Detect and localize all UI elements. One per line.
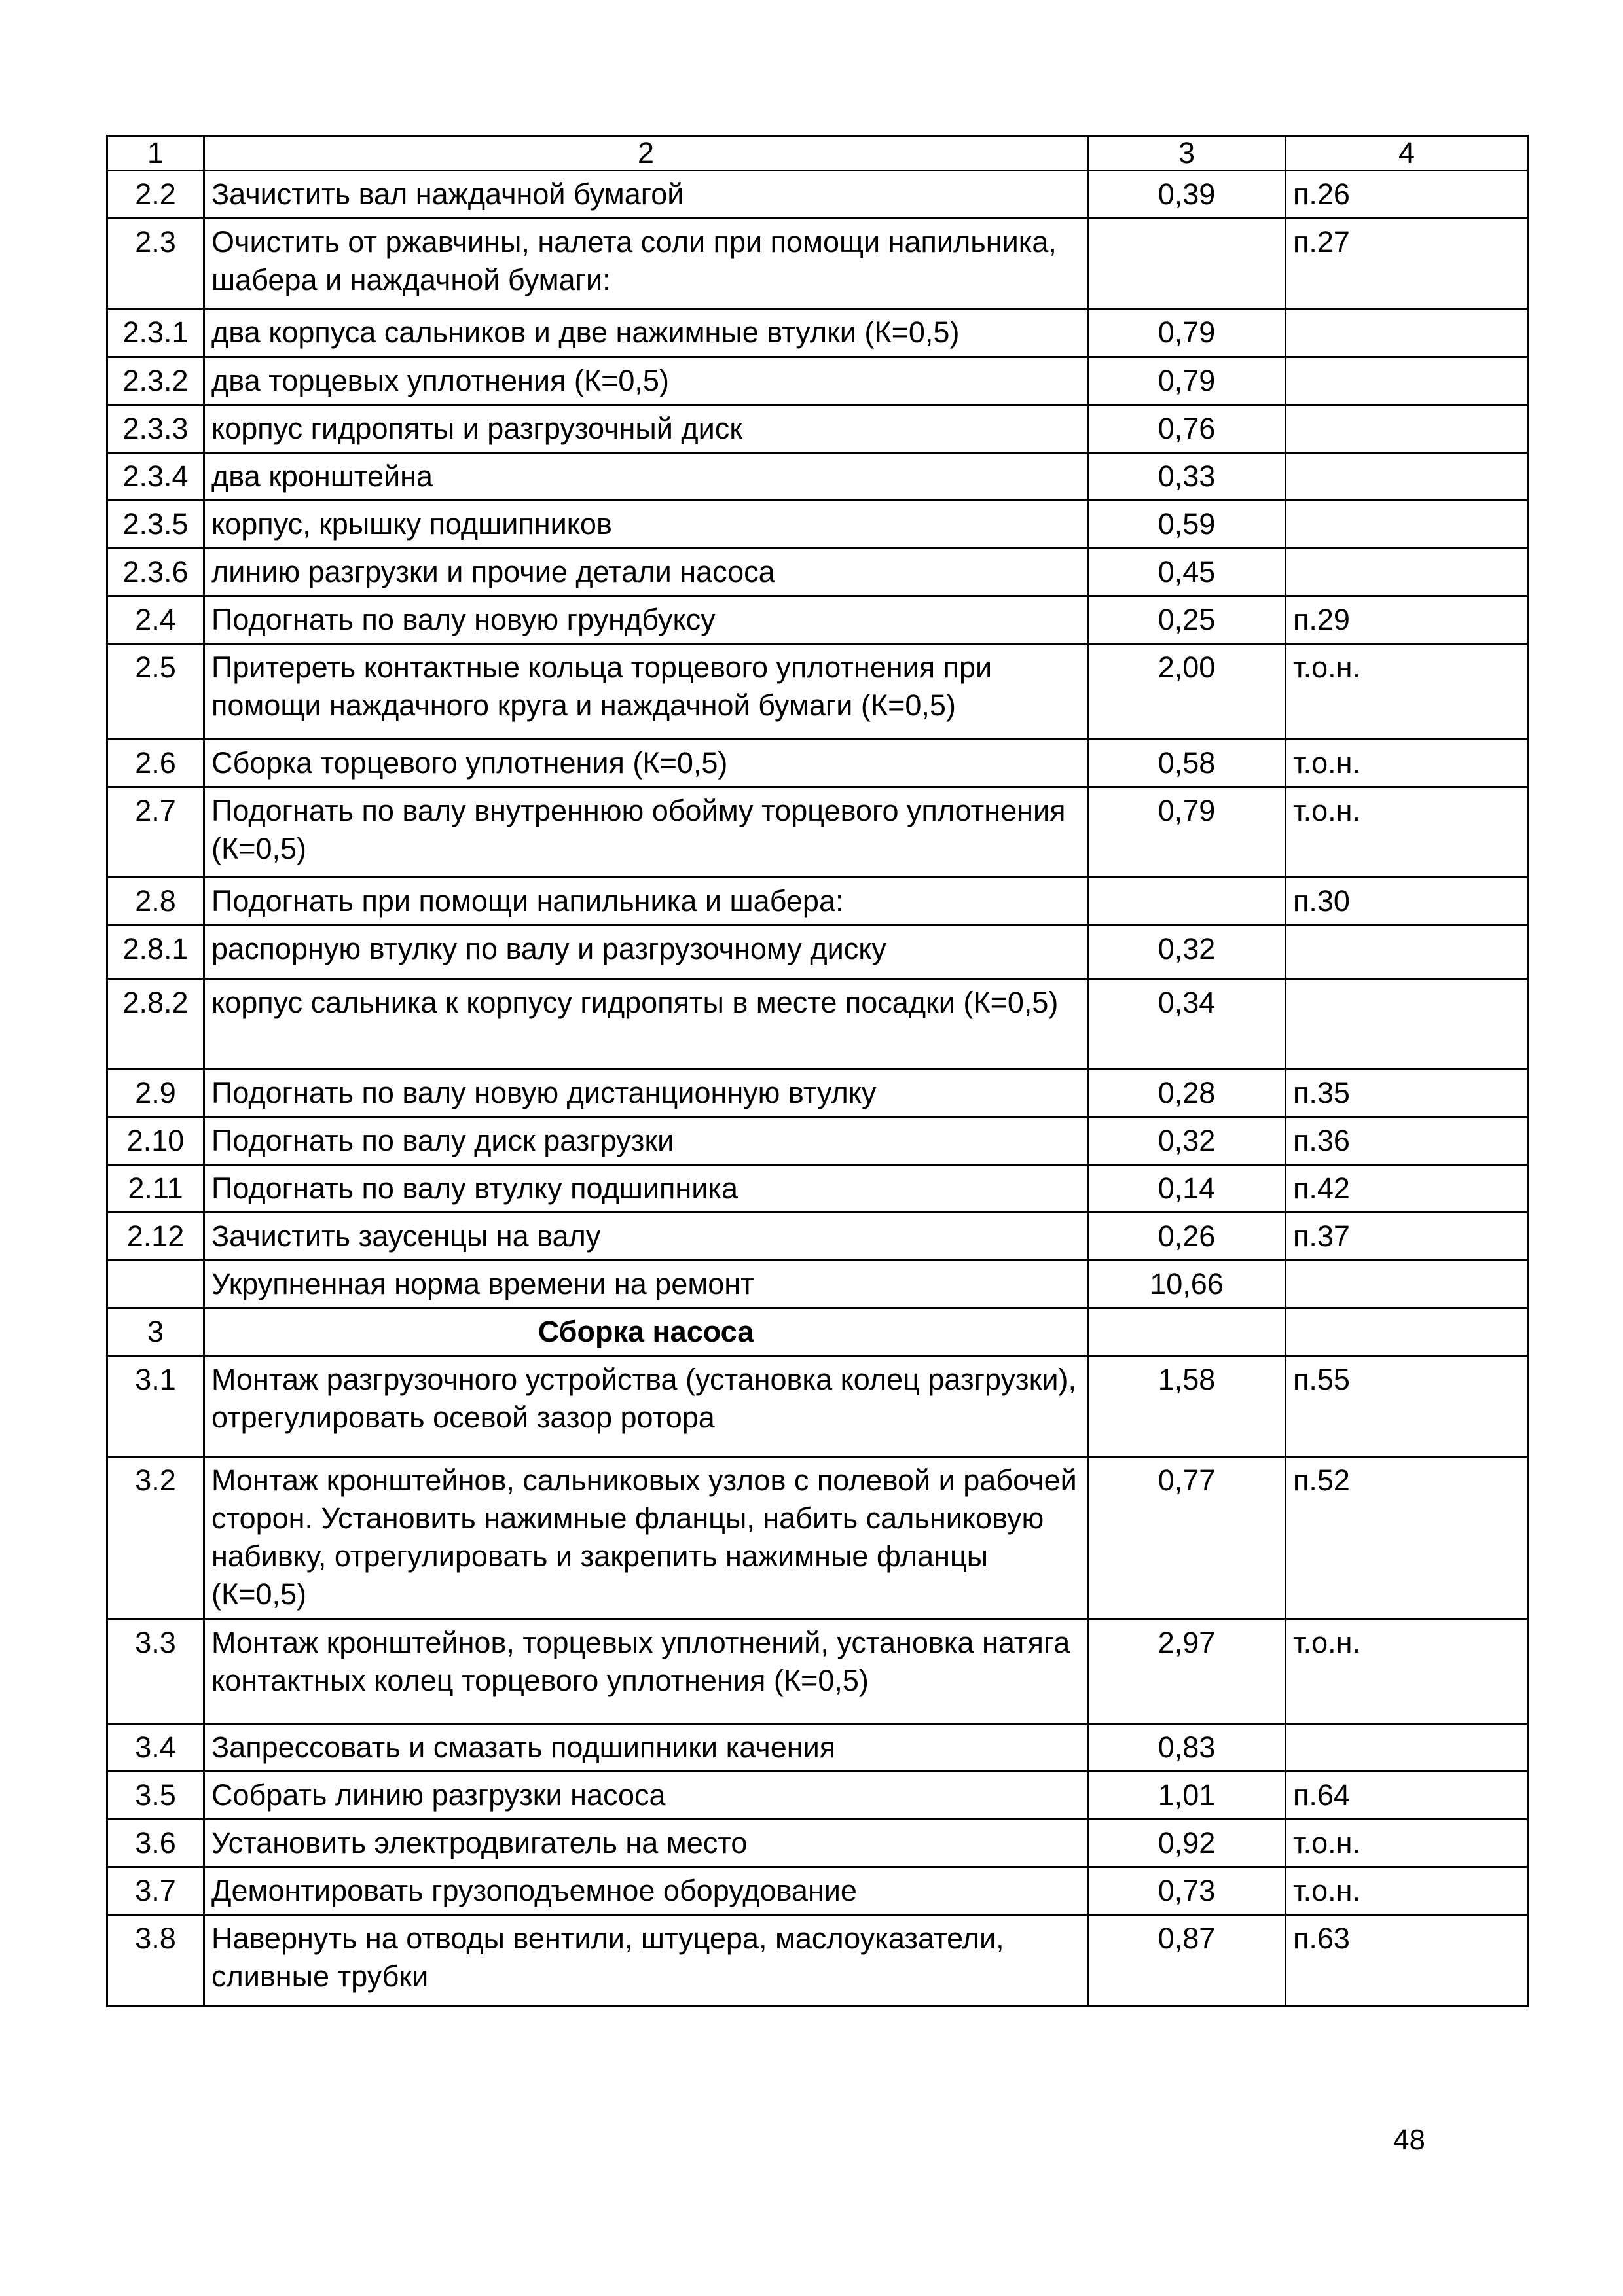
item-number-cell: 2.11 xyxy=(107,1165,204,1213)
item-number-cell: 2.8.2 xyxy=(107,979,204,1069)
operation-description-cell: Подогнать при помощи напильника и шабера: xyxy=(204,878,1088,925)
operation-description-cell: Установить электродвигатель на место xyxy=(204,1820,1088,1867)
operation-description-cell: Монтаж кронштейнов, сальниковых узлов с полевой и рабочей сторон. Установить нажимные фланцы, набить сальниковую набивку, отрегулировать и закрепить нажимные фланцы (К=0,5) xyxy=(204,1457,1088,1619)
time-norm-cell xyxy=(1088,219,1286,309)
page-number: 48 xyxy=(1393,2124,1425,2156)
reference-cell: п.30 xyxy=(1286,878,1528,925)
item-number-cell: 3.4 xyxy=(107,1724,204,1772)
operation-description-cell: Навернуть на отводы вентили, штуцера, маслоуказатели, сливные трубки xyxy=(204,1915,1088,2007)
time-norm-cell: 0,45 xyxy=(1088,548,1286,596)
time-norm-cell: 0,83 xyxy=(1088,1724,1286,1772)
reference-cell xyxy=(1286,1308,1528,1356)
time-norm-cell: 0,79 xyxy=(1088,787,1286,878)
time-norm-cell: 0,79 xyxy=(1088,309,1286,357)
table-row xyxy=(107,1165,1528,1213)
item-number-cell: 3.1 xyxy=(107,1356,204,1457)
time-norm-cell: 2,00 xyxy=(1088,644,1286,740)
reference-cell xyxy=(1286,357,1528,405)
item-number-cell: 2.3.3 xyxy=(107,405,204,453)
item-number-cell: 2.2 xyxy=(107,171,204,219)
reference-cell: т.о.н. xyxy=(1286,644,1528,740)
table-row xyxy=(107,1069,1528,1117)
operation-description-cell: Зачистить заусенцы на валу xyxy=(204,1213,1088,1261)
time-norm-cell: 0,87 xyxy=(1088,1915,1286,2007)
operation-description-cell: распорную втулку по валу и разгрузочному диску xyxy=(204,925,1088,979)
item-number-cell: 3 xyxy=(107,1308,204,1356)
section-title-cell: Сборка насоса xyxy=(204,1308,1088,1356)
operation-description-cell: два торцевых уплотнения (К=0,5) xyxy=(204,357,1088,405)
table-row xyxy=(107,1724,1528,1772)
time-norm-cell: 1,58 xyxy=(1088,1356,1286,1457)
reference-cell xyxy=(1286,1261,1528,1308)
operation-description-cell: Очистить от ржавчины, налета соли при помощи напильника, шабера и наждачной бумаги: xyxy=(204,219,1088,309)
table-row xyxy=(107,501,1528,548)
table-row xyxy=(107,644,1528,740)
table-row xyxy=(107,548,1528,596)
table-row xyxy=(107,1356,1528,1457)
table-row xyxy=(107,405,1528,453)
item-number-cell: 3.3 xyxy=(107,1619,204,1724)
item-number-cell: 3.2 xyxy=(107,1457,204,1619)
operation-description-cell: Подогнать по валу диск разгрузки xyxy=(204,1117,1088,1165)
table-row xyxy=(107,925,1528,979)
reference-cell: п.35 xyxy=(1286,1069,1528,1117)
time-norm-cell: 0,76 xyxy=(1088,405,1286,453)
item-number-cell: 3.5 xyxy=(107,1772,204,1820)
operation-description-cell: корпус сальника к корпусу гидропяты в месте посадки (К=0,5) xyxy=(204,979,1088,1069)
operation-description-cell: Зачистить вал наждачной бумагой xyxy=(204,171,1088,219)
labor-norms-table xyxy=(106,135,1529,2007)
time-norm-cell: 0,79 xyxy=(1088,357,1286,405)
section-row xyxy=(107,1308,1528,1356)
reference-cell: т.о.н. xyxy=(1286,740,1528,787)
header-col-1: 1 xyxy=(107,136,204,171)
table-row xyxy=(107,453,1528,501)
item-number-cell: 2.3.1 xyxy=(107,309,204,357)
table-row xyxy=(107,1619,1528,1724)
reference-cell: т.о.н. xyxy=(1286,1867,1528,1915)
table-row xyxy=(107,171,1528,219)
time-norm-cell: 0,34 xyxy=(1088,979,1286,1069)
time-norm-cell: 0,77 xyxy=(1088,1457,1286,1619)
operation-description-cell: два кронштейна xyxy=(204,453,1088,501)
reference-cell: п.52 xyxy=(1286,1457,1528,1619)
reference-cell: п.37 xyxy=(1286,1213,1528,1261)
table-row xyxy=(107,1915,1528,2007)
time-norm-cell: 0,73 xyxy=(1088,1867,1286,1915)
time-norm-cell: 0,25 xyxy=(1088,596,1286,644)
operation-description-cell: Подогнать по валу новую грундбуксу xyxy=(204,596,1088,644)
item-number-cell: 2.10 xyxy=(107,1117,204,1165)
item-number-cell: 2.7 xyxy=(107,787,204,878)
reference-cell xyxy=(1286,1724,1528,1772)
item-number-cell: 2.3.5 xyxy=(107,501,204,548)
reference-cell xyxy=(1286,405,1528,453)
reference-cell xyxy=(1286,309,1528,357)
time-norm-cell: 0,59 xyxy=(1088,501,1286,548)
item-number-cell: 2.9 xyxy=(107,1069,204,1117)
item-number-cell: 2.6 xyxy=(107,740,204,787)
item-number-cell: 2.3.2 xyxy=(107,357,204,405)
item-number-cell: 2.4 xyxy=(107,596,204,644)
operation-description-cell: Притереть контактные кольца торцевого уплотнения при помощи наждачного круга и наждачной бумаги (К=0,5) xyxy=(204,644,1088,740)
time-norm-cell: 0,26 xyxy=(1088,1213,1286,1261)
operation-description-cell: линию разгрузки и прочие детали насоса xyxy=(204,548,1088,596)
reference-cell: п.26 xyxy=(1286,171,1528,219)
time-norm-cell: 0,32 xyxy=(1088,1117,1286,1165)
time-norm-cell: 0,33 xyxy=(1088,453,1286,501)
operation-description-cell: Подогнать по валу новую дистанционную втулку xyxy=(204,1069,1088,1117)
table-row xyxy=(107,1457,1528,1619)
item-number-cell: 2.3 xyxy=(107,219,204,309)
table-header-row xyxy=(107,136,1528,171)
operation-description-cell: Подогнать по валу втулку подшипника xyxy=(204,1165,1088,1213)
table-row xyxy=(107,979,1528,1069)
time-norm-cell: 10,66 xyxy=(1088,1261,1286,1308)
table-row xyxy=(107,596,1528,644)
reference-cell: п.36 xyxy=(1286,1117,1528,1165)
table-row xyxy=(107,1261,1528,1308)
reference-cell xyxy=(1286,453,1528,501)
reference-cell: т.о.н. xyxy=(1286,1619,1528,1724)
table-row xyxy=(107,357,1528,405)
reference-cell xyxy=(1286,548,1528,596)
time-norm-cell: 0,92 xyxy=(1088,1820,1286,1867)
operation-description-cell: Подогнать по валу внутреннюю обойму торцевого уплотнения (К=0,5) xyxy=(204,787,1088,878)
header-col-2: 2 xyxy=(204,136,1088,171)
item-number-cell: 3.8 xyxy=(107,1915,204,2007)
table-row xyxy=(107,787,1528,878)
operation-description-cell: Монтаж разгрузочного устройства (установка колец разгрузки), отрегулировать осевой зазор ротора xyxy=(204,1356,1088,1457)
reference-cell xyxy=(1286,979,1528,1069)
table-row xyxy=(107,1820,1528,1867)
table-row xyxy=(107,1117,1528,1165)
header-col-3: 3 xyxy=(1088,136,1286,171)
operation-description-cell: Монтаж кронштейнов, торцевых уплотнений, установка натяга контактных колец торцевого уплотнения (К=0,5) xyxy=(204,1619,1088,1724)
item-number-cell: 2.3.4 xyxy=(107,453,204,501)
operation-description-cell: Сборка торцевого уплотнения (К=0,5) xyxy=(204,740,1088,787)
reference-cell: п.63 xyxy=(1286,1915,1528,2007)
operation-description-cell: два корпуса сальников и две нажимные втулки (К=0,5) xyxy=(204,309,1088,357)
reference-cell xyxy=(1286,501,1528,548)
reference-cell: т.о.н. xyxy=(1286,1820,1528,1867)
time-norm-cell: 0,58 xyxy=(1088,740,1286,787)
table-row xyxy=(107,878,1528,925)
reference-cell: п.42 xyxy=(1286,1165,1528,1213)
table-row xyxy=(107,309,1528,357)
reference-cell: п.64 xyxy=(1286,1772,1528,1820)
item-number-cell: 3.7 xyxy=(107,1867,204,1915)
operation-description-cell: корпус гидропяты и разгрузочный диск xyxy=(204,405,1088,453)
operation-description-cell: Демонтировать грузоподъемное оборудование xyxy=(204,1867,1088,1915)
reference-cell: п.55 xyxy=(1286,1356,1528,1457)
operation-description-cell: Собрать линию разгрузки насоса xyxy=(204,1772,1088,1820)
reference-cell: п.29 xyxy=(1286,596,1528,644)
operation-description-cell: корпус, крышку подшипников xyxy=(204,501,1088,548)
time-norm-cell: 2,97 xyxy=(1088,1619,1286,1724)
header-col-4: 4 xyxy=(1286,136,1528,171)
item-number-cell xyxy=(107,1261,204,1308)
table-row xyxy=(107,1772,1528,1820)
reference-cell: п.27 xyxy=(1286,219,1528,309)
reference-cell xyxy=(1286,925,1528,979)
operation-description-cell: Укрупненная норма времени на ремонт xyxy=(204,1261,1088,1308)
time-norm-cell: 0,14 xyxy=(1088,1165,1286,1213)
item-number-cell: 2.12 xyxy=(107,1213,204,1261)
item-number-cell: 2.5 xyxy=(107,644,204,740)
item-number-cell: 3.6 xyxy=(107,1820,204,1867)
operation-description-cell: Запрессовать и смазать подшипники качения xyxy=(204,1724,1088,1772)
time-norm-cell xyxy=(1088,1308,1286,1356)
item-number-cell: 2.8.1 xyxy=(107,925,204,979)
table-row xyxy=(107,1213,1528,1261)
table-row xyxy=(107,740,1528,787)
table-row xyxy=(107,219,1528,309)
time-norm-cell: 0,39 xyxy=(1088,171,1286,219)
item-number-cell: 2.8 xyxy=(107,878,204,925)
reference-cell: т.о.н. xyxy=(1286,787,1528,878)
time-norm-cell: 1,01 xyxy=(1088,1772,1286,1820)
item-number-cell: 2.3.6 xyxy=(107,548,204,596)
time-norm-cell: 0,28 xyxy=(1088,1069,1286,1117)
time-norm-cell xyxy=(1088,878,1286,925)
table-row xyxy=(107,1867,1528,1915)
time-norm-cell: 0,32 xyxy=(1088,925,1286,979)
